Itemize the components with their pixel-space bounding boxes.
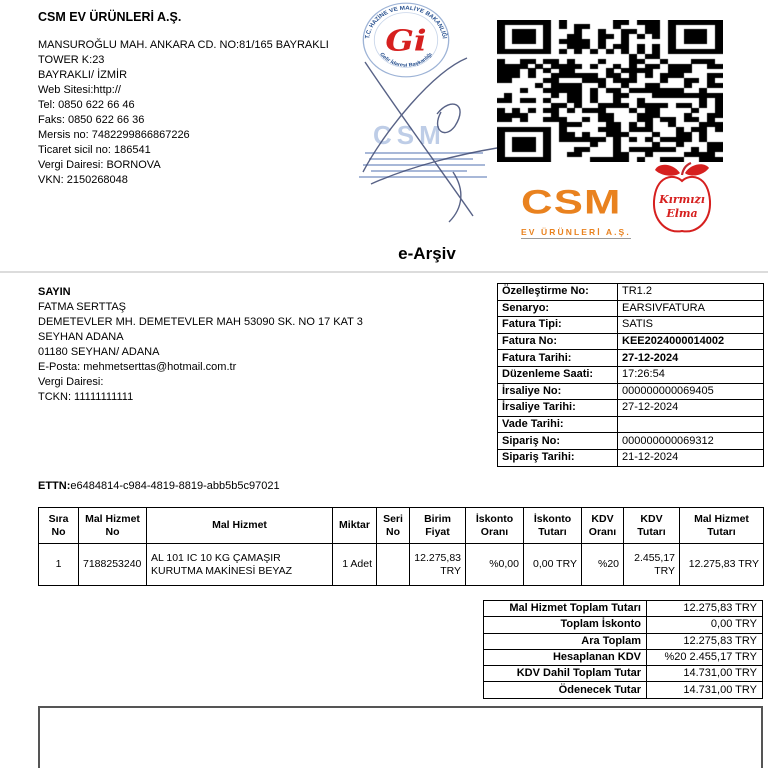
seller-website: Web Sitesi:http:// [38,84,121,96]
totals-value: 12.275,83 TRY [647,633,763,649]
totals-row-odenecek-tutar [484,682,763,698]
meta-value: 27-12-2024 [618,350,764,367]
seller-tax-office: Vergi Dairesi: BORNOVA [38,159,161,171]
document-title: e-Arşiv [398,244,456,263]
items-header-kdv-orani: KDV Oranı [582,508,624,544]
seal-top-text: T.C. HAZİNE VE MALİYE BAKANLIĞI [364,5,448,40]
seller-name: CSM EV ÜRÜNLERİ A.Ş. [38,10,182,24]
items-header-sira-no: Sıra No [39,508,79,544]
totals-row-ara-toplam [484,633,763,649]
csm-logo-subtext: EV ÜRÜNLERİ A.Ş. [521,227,631,237]
meta-label: Sipariş Tarihi: [498,449,618,466]
meta-value: KEE2024000014002 [618,333,764,350]
meta-label: Sipariş No: [498,433,618,450]
item-row [39,544,764,586]
meta-value: TR1.2 [618,284,764,301]
meta-row-fatura-no [498,333,764,350]
meta-label: İrsaliye Tarihi: [498,400,618,417]
buyer-tax-office: Vergi Dairesi: [38,376,104,388]
meta-row-duzenleme-saati [498,366,764,383]
item-mal-hizmet-no: 7188253240 [79,544,147,586]
items-header-miktar: Miktar [333,508,377,544]
qr-code-icon [497,20,723,162]
totals-value: 0,00 TRY [647,617,763,633]
meta-label: Senaryo: [498,300,618,317]
item-seri-no [377,544,410,586]
footer-notes-box [38,706,763,768]
meta-label: Özelleştirme No: [498,284,618,301]
buyer-address: DEMETEVLER MH. DEMETEVLER MAH 53090 SK. NO 17 KAT 3 SEYHAN ADANA [38,316,363,343]
items-header-iskonto-orani: İskonto Oranı [466,508,524,544]
items-header-iskonto-tutari: İskonto Tutarı [524,508,582,544]
item-iskonto-tutari: 0,00 TRY [524,544,582,586]
meta-label: Vade Tarihi: [498,416,618,433]
totals-label: Hesaplanan KDV [484,649,647,665]
seal-bottom-text: Gelir İdaresi Başkanlığı [378,51,434,69]
seller-fax: Faks: 0850 622 66 36 [38,114,145,126]
items-header-row [39,508,764,544]
item-tutar: 12.275,83 TRY [680,544,764,586]
totals-label: Ara Toplam [484,633,647,649]
meta-label: Düzenleme Saati: [498,366,618,383]
invoice-items-table [38,507,764,586]
gib-monogram-icon: Gi [385,24,427,59]
totals-value: 12.275,83 TRY [647,601,763,617]
meta-row-irsaliye-tarihi [498,400,764,417]
item-miktar: 1 Adet [333,544,377,586]
meta-label: İrsaliye No: [498,383,618,400]
totals-value: %20 2.455,17 TRY [647,649,763,665]
meta-row-fatura-tipi [498,317,764,334]
buyer-label: SAYIN [38,286,71,298]
apple-logo-line2: Elma [666,207,698,220]
meta-value: 000000000069312 [618,433,764,450]
totals-value: 14.731,00 TRY [647,682,763,698]
items-header-mal-hizmet-no: Mal Hizmet No [79,508,147,544]
seller-mersis-no: Mersis no: 7482299866867226 [38,129,190,141]
kirmizi-elma-logo-icon [650,160,714,238]
apple-logo-line1: Kırmızı [659,193,705,206]
meta-row-senaryo [498,300,764,317]
meta-row-siparis-tarihi [498,449,764,466]
invoice-qr-code [497,20,723,162]
totals-row-toplam-iskonto [484,617,763,633]
buyer-name: FATMA SERTTAŞ [38,301,127,313]
items-header-seri-no: Seri No [377,508,410,544]
item-kdv-orani: %20 [582,544,624,586]
title-divider [0,271,768,273]
invoice-totals-table [483,600,763,699]
buyer-email: E-Posta: mehmetserttas@hotmail.com.tr [38,361,237,373]
totals-row-hesaplanan-kdv [484,649,763,665]
meta-row-fatura-tarihi [498,350,764,367]
seller-vkn: VKN: 2150268048 [38,174,128,186]
buyer-postal-city: 01180 SEYHAN/ ADANA [38,346,160,358]
csm-company-logo [521,183,651,240]
totals-row-kdv-dahil-toplam [484,666,763,682]
items-header-birim-fiyat: Birim Fiyat [410,508,466,544]
meta-row-irsaliye-no [498,383,764,400]
ettn-label: ETTN: [38,480,71,492]
ettn-value: e6484814-c984-4819-8819-abb5b5c97021 [70,480,280,492]
meta-row-vade-tarihi [498,416,764,433]
seller-phone: Tel: 0850 622 66 46 [38,99,135,111]
invoice-meta-table [497,283,764,467]
meta-value [618,416,764,433]
items-header-mal-hizmet: Mal Hizmet [147,508,333,544]
meta-value: EARSIVFATURA [618,300,764,317]
item-birim-fiyat: 12.275,83 TRY [410,544,466,586]
meta-row-ozellestirme [498,284,764,301]
totals-label: KDV Dahil Toplam Tutar [484,666,647,682]
digital-signature-icon [345,52,505,224]
item-iskonto-orani: %0,00 [466,544,524,586]
meta-row-siparis-no [498,433,764,450]
meta-value: 000000000069405 [618,383,764,400]
totals-row-mal-hizmet-toplam [484,601,763,617]
seller-city-line: BAYRAKLI/ İZMİR [38,69,128,81]
seller-info [38,10,372,188]
totals-label: Mal Hizmet Toplam Tutarı [484,601,647,617]
signature-watermark: CSM [373,120,446,150]
buyer-tckn: TCKN: 11111111111 [38,391,134,403]
item-mal-hizmet: AL 101 IC 10 KG ÇAMAŞIR KURUTMA MAKİNESİ BEYAZ [147,544,333,586]
item-sira-no: 1 [39,544,79,586]
meta-value: 27-12-2024 [618,400,764,417]
meta-label: Fatura Tarihi: [498,350,618,367]
seller-trade-registry-no: Ticaret sicil no: 186541 [38,144,151,156]
meta-value: 17:26:54 [618,366,764,383]
meta-label: Fatura No: [498,333,618,350]
meta-value: 21-12-2024 [618,449,764,466]
meta-value: SATIS [618,317,764,334]
ettn-line [38,480,280,492]
totals-label: Toplam İskonto [484,617,647,633]
seller-address-line: MANSUROĞLU MAH. ANKARA CD. NO:81/165 BAYRAKLI TOWER K:23 [38,39,329,66]
totals-label: Ödenecek Tutar [484,682,647,698]
buyer-info [38,285,410,405]
item-kdv-tutari: 2.455,17 TRY [624,544,680,586]
meta-label: Fatura Tipi: [498,317,618,334]
items-header-tutar: Mal Hizmet Tutarı [680,508,764,544]
totals-value: 14.731,00 TRY [647,666,763,682]
items-header-kdv-tutari: KDV Tutarı [624,508,680,544]
csm-logo-text: CSM [521,183,622,221]
